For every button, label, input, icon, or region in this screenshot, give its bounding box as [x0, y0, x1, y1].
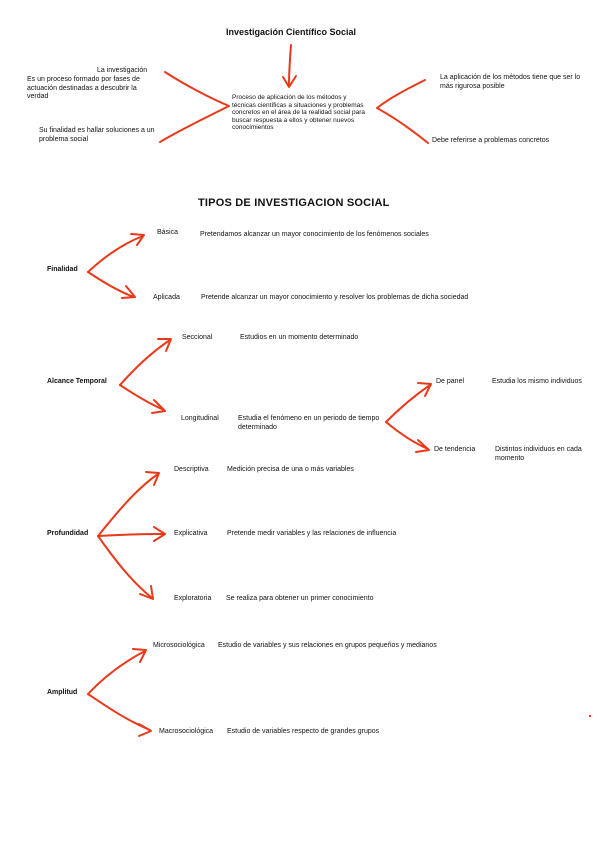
seccional-desc: Estudios en un momento determinado — [240, 334, 359, 341]
arrow-title-down — [289, 45, 291, 86]
seccional-label: Seccional — [182, 334, 213, 341]
amplitud-label: Amplitud — [47, 689, 78, 696]
basica-label: Básica — [157, 229, 179, 236]
microsociologica-desc: Estudio de variables y sus relaciones en grupos pequeños y medianos — [218, 642, 437, 649]
arrow-profundidad-exploratoria — [98, 536, 152, 598]
arrow-longitudinal-tendencia — [386, 422, 428, 449]
arrow-alcance-longitudinal — [120, 385, 164, 410]
profundidad-label: Profundidad — [47, 530, 89, 537]
aplicada-desc: Pretende alcanzar un mayor conocimiento y resolver los problemas de dicha sociedad — [201, 294, 469, 301]
page-title: Investigación Científico Social — [226, 27, 357, 37]
arrow-finalidad-basica — [88, 236, 143, 272]
arrow-alcance-seccional — [120, 340, 170, 385]
aplicacion-metodos-text: La aplicación de los métodos tiene que ser lo más rigurosa posible — [440, 74, 581, 90]
microsociologica-label: Microsociológica — [153, 642, 205, 649]
explicativa-label: Explicativa — [174, 530, 208, 537]
arrow-amplitud-macro-head — [139, 724, 151, 736]
debe-referirse-text: Debe referirse a problemas concretos — [432, 137, 550, 144]
finalidad-label: Finalidad — [47, 266, 78, 273]
basica-desc: Pretendamos alcanzar un mayor conocimiento de los fenómenos sociales — [200, 231, 429, 238]
macrosociologica-desc: Estudio de variables respecto de grandes grupos — [227, 728, 380, 735]
longitudinal-label: Longitudinal — [181, 415, 219, 422]
brace-right — [377, 80, 428, 143]
aplicada-label: Aplicada — [153, 294, 180, 301]
proceso-formado-text: Es un proceso formado por fases de actuación destinadas a descubrir la verdad — [27, 76, 140, 100]
descriptiva-label: Descriptiva — [174, 466, 209, 473]
brace-left — [160, 72, 229, 142]
section-title-tipos: TIPOS DE INVESTIGACION SOCIAL — [198, 197, 390, 209]
de-tendencia-label: De tendencia — [434, 446, 476, 453]
arrow-profundidad-descriptiva — [98, 474, 158, 536]
la-investigacion-label: La investigación — [97, 67, 148, 74]
de-panel-desc: Estudia los mismo individuos — [492, 378, 582, 385]
exploratoria-label: Exploratoria — [174, 595, 212, 602]
alcance-temporal-label: Alcance Temporal — [47, 378, 107, 385]
arrow-amplitud-micro — [88, 651, 145, 694]
exploratoria-desc: Se realiza para obtener un primer conocimiento — [226, 595, 374, 602]
longitudinal-desc: Estudia el fenómeno en un periodo de tiempo determinado — [238, 415, 380, 431]
arrow-finalidad-aplicada — [88, 272, 134, 297]
arrow-longitudinal-panel — [386, 385, 430, 422]
macrosociologica-label: Macrosociológica — [159, 728, 214, 735]
arrow-profundidad-explicativa — [98, 534, 164, 536]
explicativa-desc: Pretende medir variables y las relaciones de influencia — [227, 530, 397, 537]
de-panel-label: De panel — [436, 378, 465, 385]
de-tendencia-desc: Distintos individuos en cada momento — [495, 446, 582, 462]
center-definition-text: Proceso de aplicación de los métodos y técnicas científicas a situaciones y problemas concretos en el área de la realidad social para buscar respuesta a ellos y obtener nuevos conocimientos — [232, 94, 365, 132]
stray-dot — [589, 715, 591, 717]
finalidad-hallar-text: Su finalidad es hallar soluciones a un problema social — [39, 127, 155, 143]
descriptiva-desc: Medición precisa de una o más variables — [227, 466, 354, 473]
